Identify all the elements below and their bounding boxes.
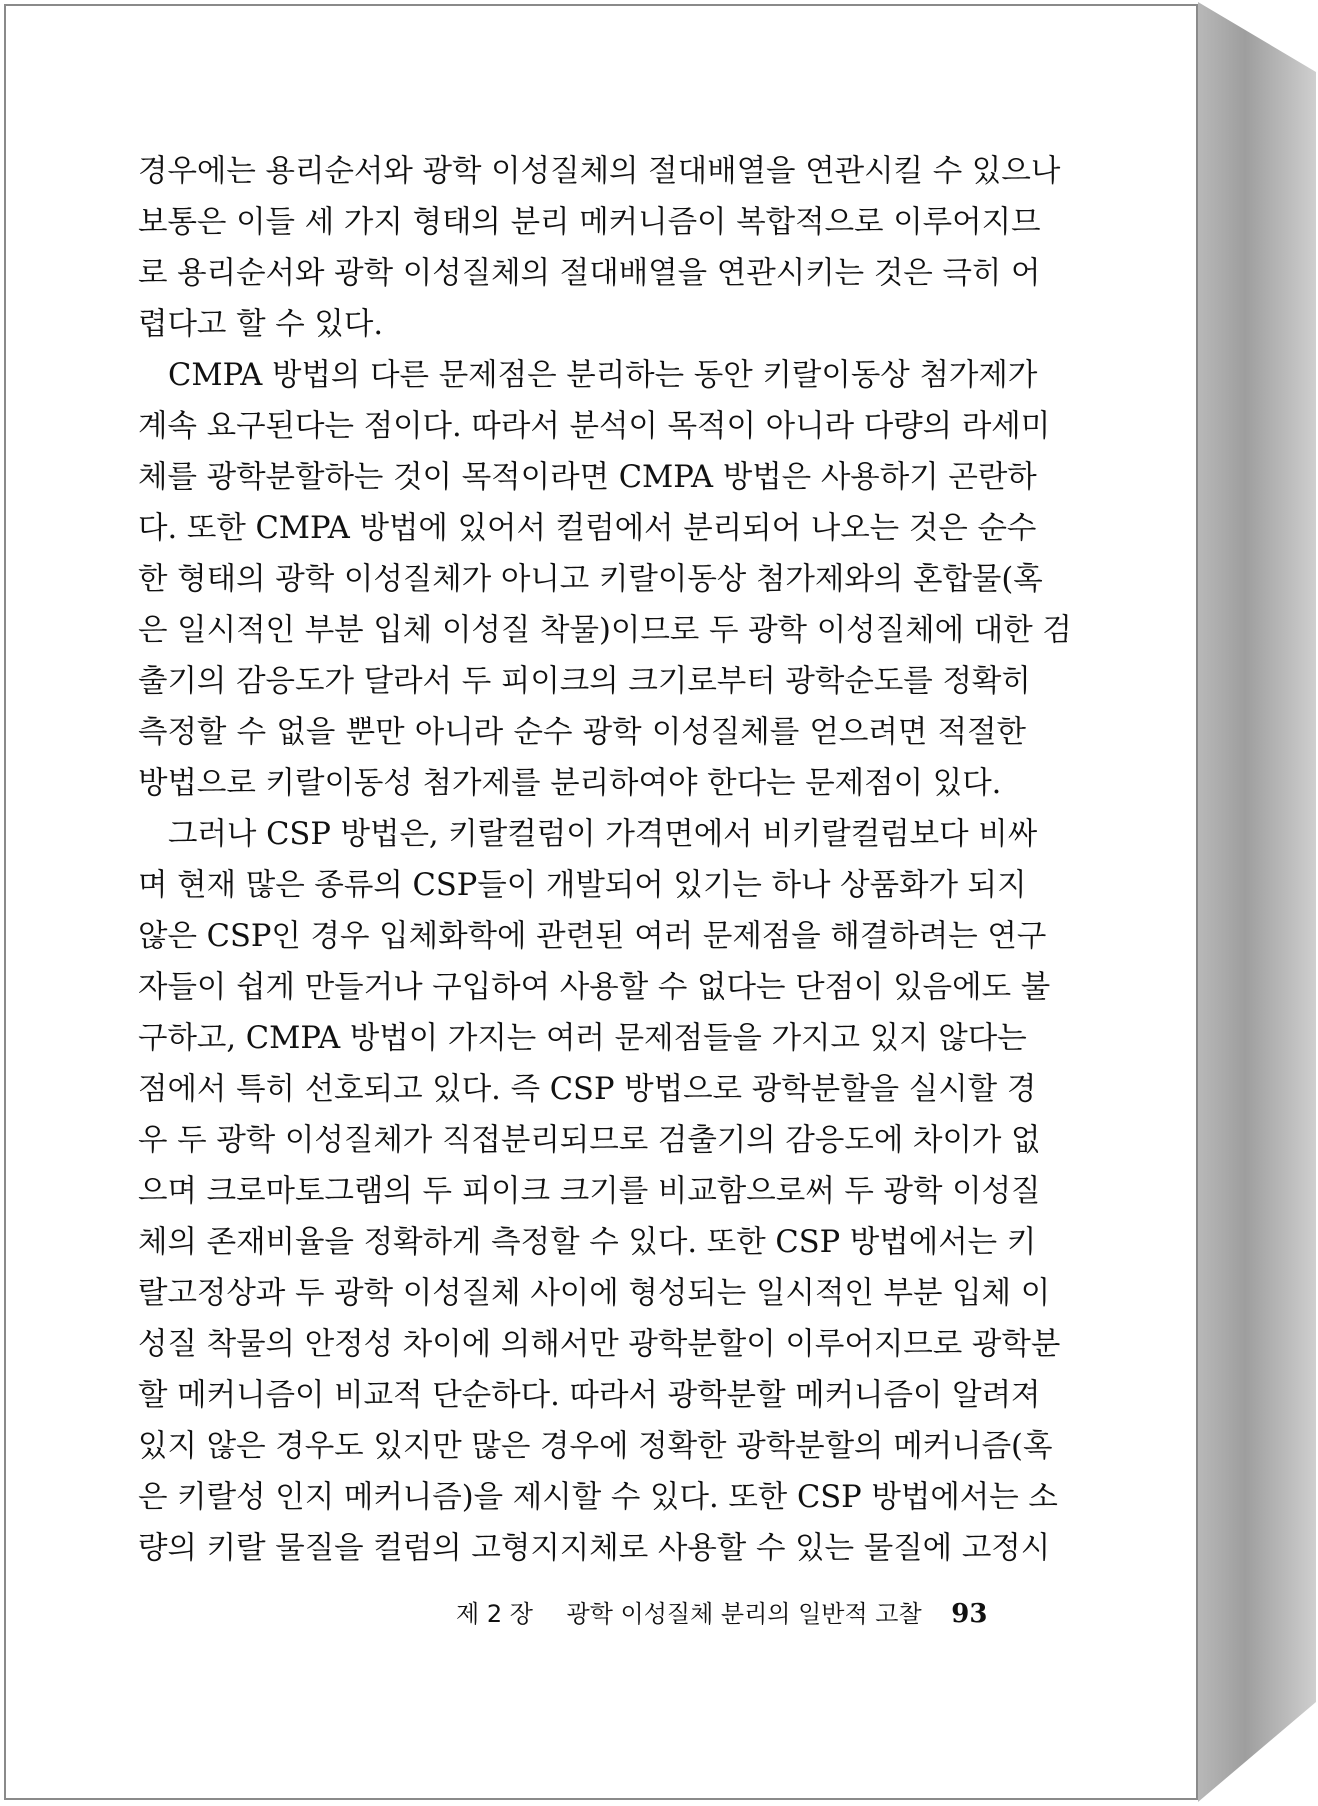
text-line: CMPA 방법의 다른 문제점은 분리하는 동안 키랄이동상 첨가제가 [168, 358, 1038, 393]
body-text [138, 146, 1072, 1574]
text-line: 그러나 CSP 방법은, 키랄컬럼이 가격면에서 비키랄컬럼보다 비싸 [168, 817, 1038, 852]
text-line: 렵다고 할 수 있다. [138, 307, 384, 342]
text-line: 우 두 광학 이성질체가 직접분리되므로 검출기의 감응도에 차이가 없 [138, 1123, 1041, 1158]
text-line: 구하고, CMPA 방법이 가지는 여러 문제점들을 가지고 있지 않다는 [138, 1021, 1027, 1056]
text-line: 있지 않은 경우도 있지만 많은 경우에 정확한 광학분할의 메커니즘(혹 [138, 1429, 1053, 1464]
text-line: 보통은 이들 세 가지 형태의 분리 메커니즘이 복합적으로 이루어지므 [138, 205, 1041, 240]
paragraph-3 [138, 809, 1061, 1574]
book-side-edge [1198, 2, 1316, 1802]
page-number: 93 [951, 1599, 988, 1629]
text-line: 자들이 쉽게 만들거나 구입하여 사용할 수 없다는 단점이 있음에도 불 [138, 970, 1051, 1005]
text-line: 체를 광학분할하는 것이 목적이라면 CMPA 방법은 사용하기 곤란하 [138, 460, 1037, 495]
text-line: 한 형태의 광학 이성질체가 아니고 키랄이동상 첨가제와의 혼합물(혹 [138, 562, 1043, 597]
text-line: 않은 CSP인 경우 입체화학에 관련된 여러 문제점을 해결하려는 연구 [138, 919, 1047, 954]
text-line: 방법으로 키랄이동성 첨가제를 분리하여야 한다는 문제점이 있다. [138, 766, 1002, 801]
text-line: 측정할 수 없을 뿐만 아니라 순수 광학 이성질체를 얻으려면 적절한 [138, 715, 1026, 750]
text-line: 출기의 감응도가 달라서 두 피이크의 크기로부터 광학순도를 정확히 [138, 664, 1031, 699]
text-line: 할 메커니즘이 비교적 단순하다. 따라서 광학분할 메커니즘이 알려져 [138, 1378, 1041, 1413]
text-line: 체의 존재비율을 정확하게 측정할 수 있다. 또한 CSP 방법에서는 키 [138, 1225, 1037, 1260]
text-line: 성질 착물의 안정성 차이에 의해서만 광학분할이 이루어지므로 광학분 [138, 1327, 1061, 1362]
text-line: 점에서 특히 선호되고 있다. 즉 CSP 방법으로 광학분할을 실시할 경 [138, 1072, 1037, 1107]
paragraph-1 [138, 146, 1061, 350]
text-line: 다. 또한 CMPA 방법에 있어서 컬럼에서 분리되어 나오는 것은 순수 [138, 511, 1037, 546]
text-line: 경우에는 용리순서와 광학 이성질체의 절대배열을 연관시킬 수 있으나 [138, 154, 1061, 189]
text-line: 량의 키랄 물질을 컬럼의 고형지지체로 사용할 수 있는 물질에 고정시 [138, 1531, 1051, 1566]
text-line: 은 일시적인 부분 입체 이성질 착물)이므로 두 광학 이성질체에 대한 검 [138, 613, 1072, 648]
book-page [4, 4, 1198, 1800]
paragraph-2 [138, 350, 1072, 809]
running-footer [456, 1594, 996, 1629]
footer-chapter: 제 2 장 [456, 1600, 533, 1628]
text-line: 은 키랄성 인지 메커니즘)을 제시할 수 있다. 또한 CSP 방법에서는 소 [138, 1480, 1058, 1515]
text-line: 로 용리순서와 광학 이성질체의 절대배열을 연관시키는 것은 극히 어 [138, 256, 1041, 291]
text-line: 으며 크로마토그램의 두 피이크 크기를 비교함으로써 두 광학 이성질 [138, 1174, 1041, 1209]
text-line: 랄고정상과 두 광학 이성질체 사이에 형성되는 일시적인 부분 입체 이 [138, 1276, 1051, 1311]
text-line: 계속 요구된다는 점이다. 따라서 분석이 목적이 아니라 다량의 라세미 [138, 409, 1051, 444]
text-line: 며 현재 많은 종류의 CSP들이 개발되어 있기는 하나 상품화가 되지 [138, 868, 1027, 903]
footer-title: 광학 이성질체 분리의 일반적 고찰 [566, 1600, 922, 1628]
